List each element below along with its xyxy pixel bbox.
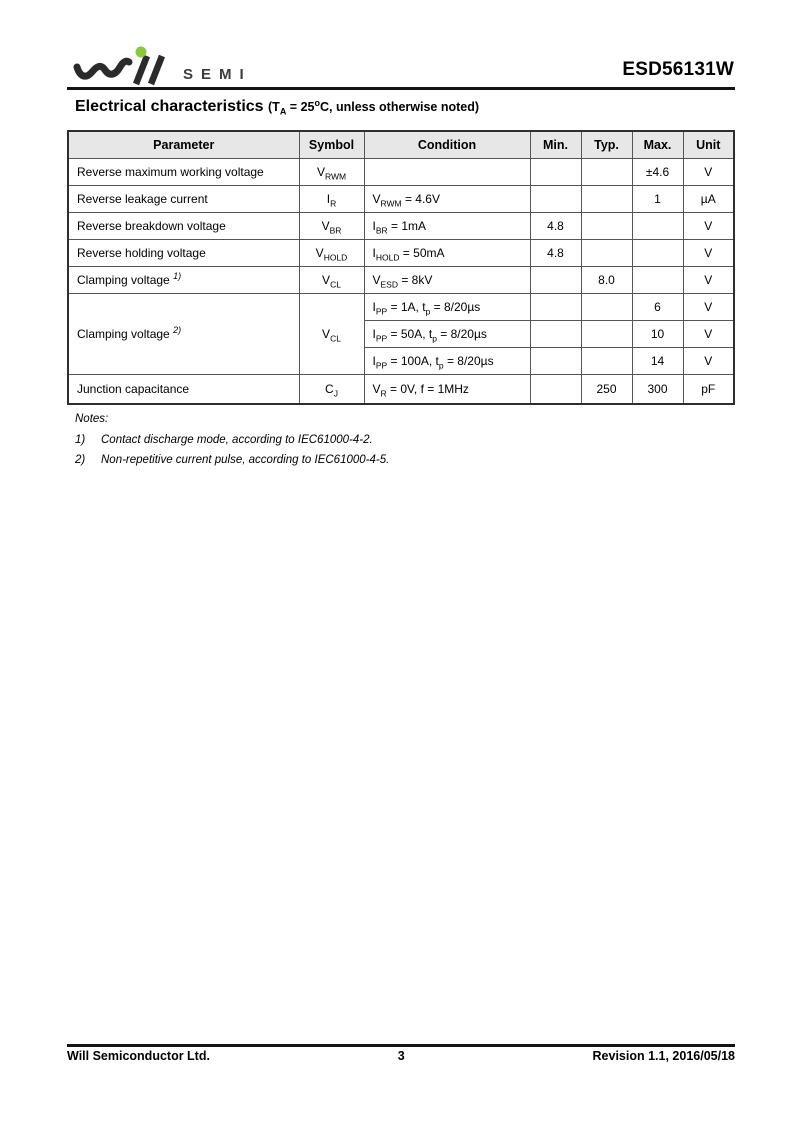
min-cell <box>530 266 581 293</box>
param-cell: Reverse leakage current <box>68 185 299 212</box>
condition-cell: $I_{PP} = 100A$, $t_p = 8/20\mu s$ <box>364 347 530 374</box>
symbol-cell: $V_{RWM}$ <box>299 158 364 185</box>
logo-semi-text: SEMI <box>183 66 252 83</box>
unit-cell: V <box>683 158 734 185</box>
unit-cell: V <box>683 212 734 239</box>
note-item <box>75 454 389 466</box>
min-cell <box>530 293 581 320</box>
unit-cell: V <box>683 347 734 374</box>
symbol-cell: $V_{BR}$ <box>299 212 364 239</box>
note-number: 1) <box>75 434 86 446</box>
col-header-unit: Unit <box>683 131 734 158</box>
col-header-parameter: Parameter <box>68 131 299 158</box>
footer-company: Will Semiconductor Ltd. <box>67 1049 210 1063</box>
typ-cell <box>581 158 632 185</box>
notes-label: Notes: <box>75 413 109 425</box>
min-cell: 4.8 <box>530 239 581 266</box>
header-divider <box>67 87 735 90</box>
note-item <box>75 434 389 446</box>
footer-divider <box>67 1044 735 1047</box>
condition-cell: $I_{PP} = 50A$, $t_p = 8/20\mu s$ <box>364 320 530 347</box>
symbol-cell: $I_R$ <box>299 185 364 212</box>
min-cell: 4.8 <box>530 212 581 239</box>
max-cell: 300 <box>632 374 683 404</box>
table-row <box>68 239 734 266</box>
part-number: ESD56131W <box>622 59 734 80</box>
logo-green-dot <box>136 47 147 58</box>
col-header-typ: Typ. <box>581 131 632 158</box>
min-cell <box>530 185 581 212</box>
max-cell: 10 <box>632 320 683 347</box>
min-cell <box>530 320 581 347</box>
max-cell <box>632 266 683 293</box>
param-cell: Reverse holding voltage <box>68 239 299 266</box>
max-cell <box>632 212 683 239</box>
section-title-condition: ($T_A = 25^oC$, unless otherwise noted) <box>268 98 480 117</box>
typ-cell: 8.0 <box>581 266 632 293</box>
symbol-cell: $V_{HOLD}$ <box>299 239 364 266</box>
company-logo <box>73 46 252 88</box>
unit-cell: V <box>683 266 734 293</box>
table-row <box>68 374 734 404</box>
col-header-symbol: Symbol <box>299 131 364 158</box>
max-cell: ±4.6 <box>632 158 683 185</box>
condition-cell: $V_{RWM} = 4.6V$ <box>364 185 530 212</box>
symbol-cell: $C_J$ <box>299 374 364 404</box>
param-cell: Clamping voltage $^{1)}$ <box>68 266 299 293</box>
unit-cell: µA <box>683 185 734 212</box>
electrical-characteristics-table <box>67 130 735 405</box>
unit-cell: V <box>683 239 734 266</box>
table-row <box>68 266 734 293</box>
typ-cell <box>581 185 632 212</box>
footer-revision: Revision 1.1, 2016/05/18 <box>592 1049 735 1063</box>
table-row <box>68 293 734 320</box>
note-text: Contact discharge mode, according to IEC61000-4-2. <box>101 434 373 446</box>
section-title-main: Electrical characteristics <box>75 98 264 116</box>
col-header-max: Max. <box>632 131 683 158</box>
typ-cell <box>581 347 632 374</box>
unit-cell: V <box>683 293 734 320</box>
condition-cell: $V_R = 0V$, f = 1MHz <box>364 374 530 404</box>
max-cell <box>632 239 683 266</box>
param-cell: Reverse maximum working voltage <box>68 158 299 185</box>
will-semi-logo-icon <box>73 46 169 88</box>
notes-section <box>75 413 389 474</box>
condition-cell: $I_{PP} = 1A$, $t_p = 8/20\mu s$ <box>364 293 530 320</box>
condition-cell <box>364 158 530 185</box>
table-row <box>68 185 734 212</box>
page-footer <box>67 1049 735 1063</box>
symbol-cell: $V_{CL}$ <box>299 293 364 374</box>
table-row <box>68 158 734 185</box>
min-cell <box>530 374 581 404</box>
max-cell: 14 <box>632 347 683 374</box>
param-cell: Junction capacitance <box>68 374 299 404</box>
condition-cell: $I_{BR} = 1mA$ <box>364 212 530 239</box>
typ-cell <box>581 320 632 347</box>
min-cell <box>530 158 581 185</box>
note-number: 2) <box>75 454 86 466</box>
typ-cell <box>581 293 632 320</box>
table-row <box>68 212 734 239</box>
condition-cell: $I_{HOLD} = 50mA$ <box>364 239 530 266</box>
condition-cell: $V_{ESD} = 8kV$ <box>364 266 530 293</box>
col-header-min: Min. <box>530 131 581 158</box>
max-cell: 6 <box>632 293 683 320</box>
param-cell: Reverse breakdown voltage <box>68 212 299 239</box>
symbol-cell: $V_{CL}$ <box>299 266 364 293</box>
col-header-condition: Condition <box>364 131 530 158</box>
min-cell <box>530 347 581 374</box>
typ-cell <box>581 239 632 266</box>
section-title <box>75 98 479 117</box>
typ-cell: 250 <box>581 374 632 404</box>
note-text: Non-repetitive current pulse, according to IEC61000-4-5. <box>101 454 390 466</box>
unit-cell: pF <box>683 374 734 404</box>
max-cell: 1 <box>632 185 683 212</box>
typ-cell <box>581 212 632 239</box>
footer-page-number: 3 <box>397 1049 405 1063</box>
table-header-row <box>68 131 734 158</box>
unit-cell: V <box>683 320 734 347</box>
param-cell: Clamping voltage $^{2)}$ <box>68 293 299 374</box>
